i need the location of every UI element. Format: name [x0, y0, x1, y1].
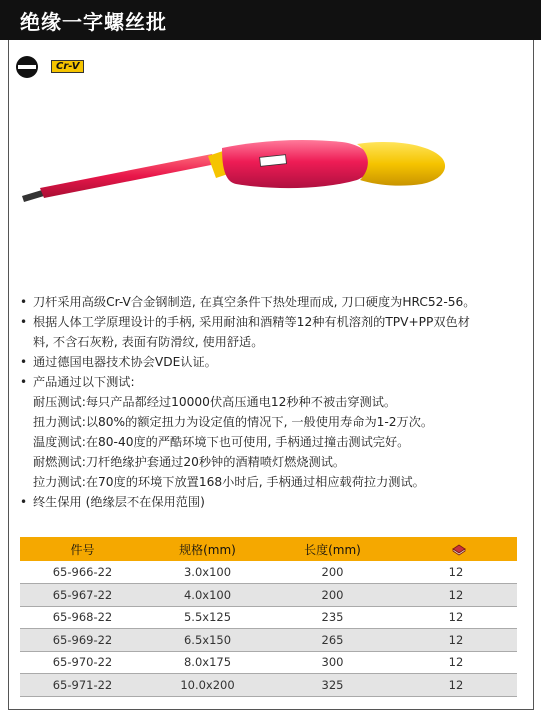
cell-length: 200	[270, 584, 395, 607]
cell-length: 325	[270, 674, 395, 697]
feature-subline: 拉力测试:在70度的环境下放置168小时后, 手柄通过相应载荷拉力测试。	[33, 475, 425, 489]
screwdriver-image	[22, 140, 452, 210]
table-row	[20, 651, 517, 674]
cell-part-no: 65-969-22	[20, 629, 145, 652]
table-header-row	[20, 537, 517, 561]
cell-part-no: 65-971-22	[20, 674, 145, 697]
col-header-pack	[395, 537, 517, 561]
col-header-size: 规格(mm)	[145, 537, 270, 561]
cell-length: 265	[270, 629, 395, 652]
cell-size: 4.0x100	[145, 584, 270, 607]
feature-item: • 通过德国电器技术协会VDE认证。	[20, 352, 525, 372]
cell-part-no: 65-968-22	[20, 606, 145, 629]
cell-pack-qty: 12	[395, 651, 517, 674]
crv-badge: Cr-V	[51, 60, 84, 73]
page-header	[0, 0, 541, 40]
table-row	[20, 629, 517, 652]
spec-table	[20, 537, 517, 697]
table-row	[20, 606, 517, 629]
col-header-part-no: 件号	[20, 537, 145, 561]
feature-list	[20, 292, 525, 512]
box-pack-icon	[452, 542, 466, 556]
cell-length: 235	[270, 606, 395, 629]
slotted-tip-icon	[16, 56, 38, 78]
feature-item: • 刀杆采用高级Cr-V合金钢制造, 在真空条件下热处理而成, 刀口硬度为HRC52-56。	[20, 292, 525, 312]
cell-size: 10.0x200	[145, 674, 270, 697]
feature-subline: 耐燃测试:刀杆绝缘护套通过20秒钟的酒精喷灯燃烧测试。	[33, 455, 346, 469]
table-row	[20, 561, 517, 584]
table-row	[20, 674, 517, 697]
cell-part-no: 65-967-22	[20, 584, 145, 607]
cell-pack-qty: 12	[395, 606, 517, 629]
cell-pack-qty: 12	[395, 584, 517, 607]
feature-subline: 料, 不含石灰粉, 表面有防滑纹, 使用舒适。	[33, 335, 264, 349]
cell-length: 200	[270, 561, 395, 584]
feature-item: • 产品通过以下测试:	[20, 372, 525, 392]
cell-size: 8.0x175	[145, 651, 270, 674]
cell-size: 6.5x150	[145, 629, 270, 652]
cell-size: 5.5x125	[145, 606, 270, 629]
feature-item: • 根据人体工学原理设计的手柄, 采用耐油和酒精等12种有机溶剂的TPV+PP双色材	[20, 312, 525, 332]
feature-item: • 终生保用 (绝缘层不在保用范围)	[20, 492, 525, 512]
table-row	[20, 584, 517, 607]
cell-pack-qty: 12	[395, 629, 517, 652]
cell-size: 3.0x100	[145, 561, 270, 584]
cell-part-no: 65-966-22	[20, 561, 145, 584]
page-title: 绝缘一字螺丝批	[20, 10, 167, 34]
feature-subline: 耐压测试:每只产品都经过10000伏高压通电12秒种不被击穿测试。	[33, 395, 397, 409]
feature-subline: 温度测试:在80-40度的严酷环境下也可使用, 手柄通过撞击测试完好。	[33, 435, 410, 449]
cell-part-no: 65-970-22	[20, 651, 145, 674]
col-header-length: 长度(mm)	[270, 537, 395, 561]
cell-pack-qty: 12	[395, 674, 517, 697]
cell-length: 300	[270, 651, 395, 674]
feature-subline: 扭力测试:以80%的额定扭力为设定值的情况下, 一般使用寿命为1-2万次。	[33, 415, 434, 429]
cell-pack-qty: 12	[395, 561, 517, 584]
